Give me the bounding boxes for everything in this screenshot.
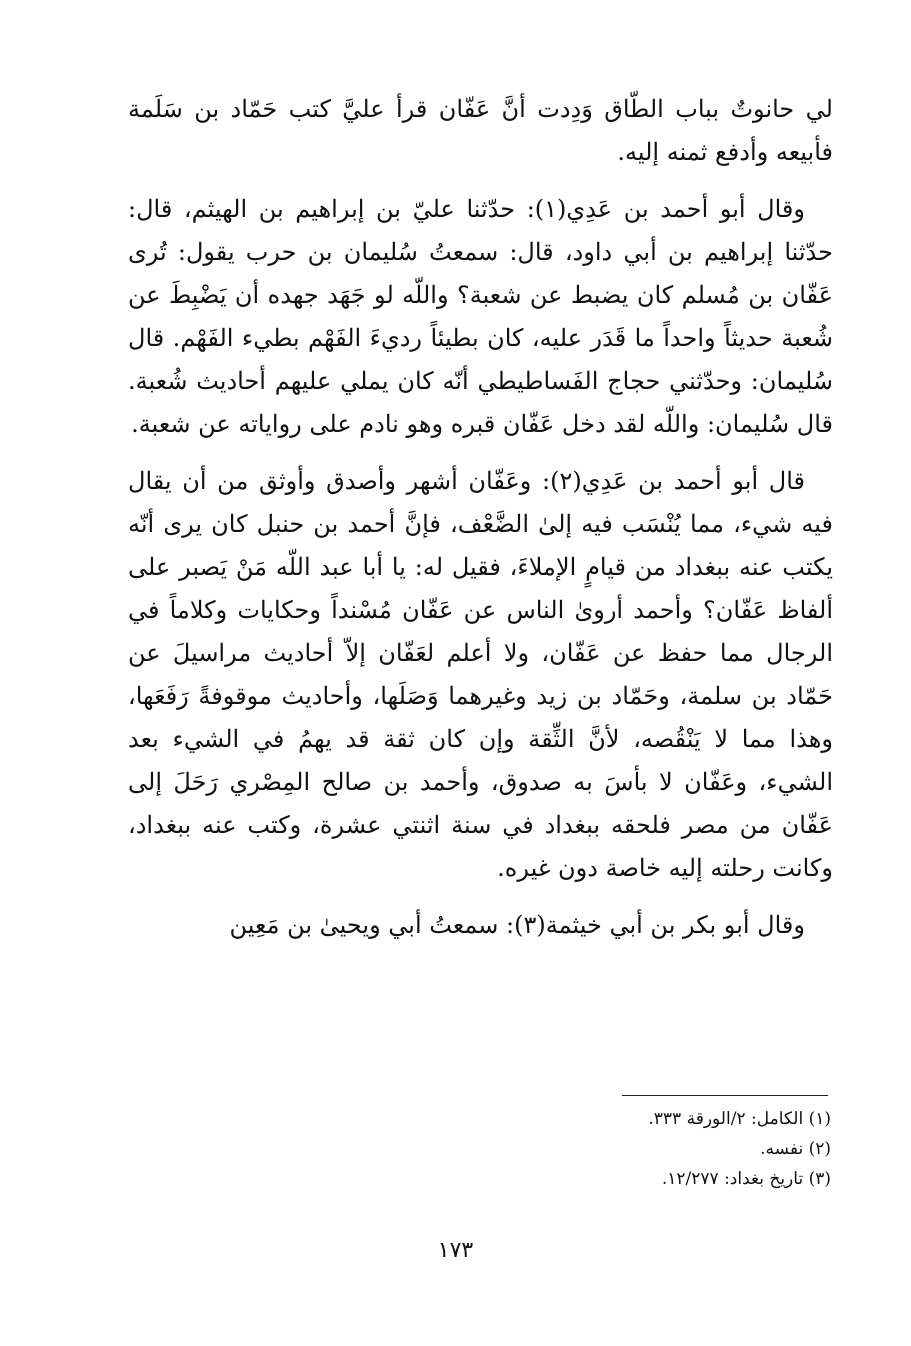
paragraph-text: وقال أبو بكر بن أبي خيثمة(٣): سمعتُ أبي ويحيىٰ بن مَعِين [229, 911, 805, 939]
paragraph-text: قال أبو أحمد بن عَدِي(٢): وعَفّان أشهر وأصدق وأوثق من أن يقال فيه شيء، مما يُنْسَب فيه إلىٰ الضَّعْف، فإنَّ أحمد بن حنبل كان يرى أنّه يكتب عنه ببغداد من قيامٍ الإملاءَ، فقيل له: يا أبا عبد اللّه مَنْ يَصبر على ألفاظ عَفّان؟ وأحمد أروىٰ الناس عن عَفّان مُسْنداً وحكايات وكلاماً في الرجال مما حفظ عن عَفّان، ولا أعلم لعَفّان إلاّ أحاديث مراسيلَ عن حَمّاد بن سلمة، وحَمّاد بن زيد وغيرهما وَصَلَها، وأحاديث موقوفةً رَفَعَها، وهذا مما لا يَنْقُصه، لأنَّ الثِّقة وإن كان ثقة قد يهمُ في الشيء بعد الشيء، وعَفّان لا بأسَ به صدوق، وأحمد بن صالح المِصْري رَحَلَ إلى عَفّان من مصر فلحقه ببغداد في سنة اثنتي عشرة، وكتب عنه ببغداد، وكانت رحلته إليه خاصة دون غيره. [128, 467, 834, 882]
footnote-2: (٢) نفسه. [760, 1139, 831, 1159]
footnote-divider [622, 1095, 828, 1096]
paragraph-text: لي حانوتٌ بباب الطّاق وَدِدت أنَّ عَفّان قرأ عليَّ كتب حَمّاد بن سَلَمة فأبيعه وأدفع ثمنه إليه. [128, 95, 833, 166]
footnotes [128, 1104, 831, 1194]
paragraph-1 [128, 88, 833, 174]
main-text [128, 88, 833, 961]
page-number: ١٧٣ [437, 1238, 474, 1263]
paragraph-2 [128, 188, 833, 446]
paragraph-4 [128, 904, 833, 947]
paragraph-3 [128, 460, 833, 890]
footnote-3: (٣) تاريخ بغداد: ١٢/٢٧٧. [661, 1169, 831, 1189]
paragraph-text: وقال أبو أحمد بن عَدِي(١): حدّثنا عليّ بن إبراهيم بن الهيثم، قال: حدّثنا إبراهيم بن أبي داود، قال: سمعتُ سُليمان بن حرب يقول: تُرى عَفّان بن مُسلم كان يضبط عن شعبة؟ واللّه لو جَهَد جهده أن يَضْبِطَ عن شُعبة حديثاً واحداً ما قَدَر عليه، كان بطيئاً رديءَ الفَهْم بطيء الفَهْم. قال سُليمان: وحدّثني حجاج الفَساطيطي أنّه كان يملي عليهم أحاديث شُعبة. قال سُليمان: واللّه لقد دخل عَفّان قبره وهو نادم على رواياته عن شعبة. [128, 195, 833, 438]
footnote-1: (١) الكامل: ٢/الورقة ٣٣٣. [648, 1109, 831, 1129]
